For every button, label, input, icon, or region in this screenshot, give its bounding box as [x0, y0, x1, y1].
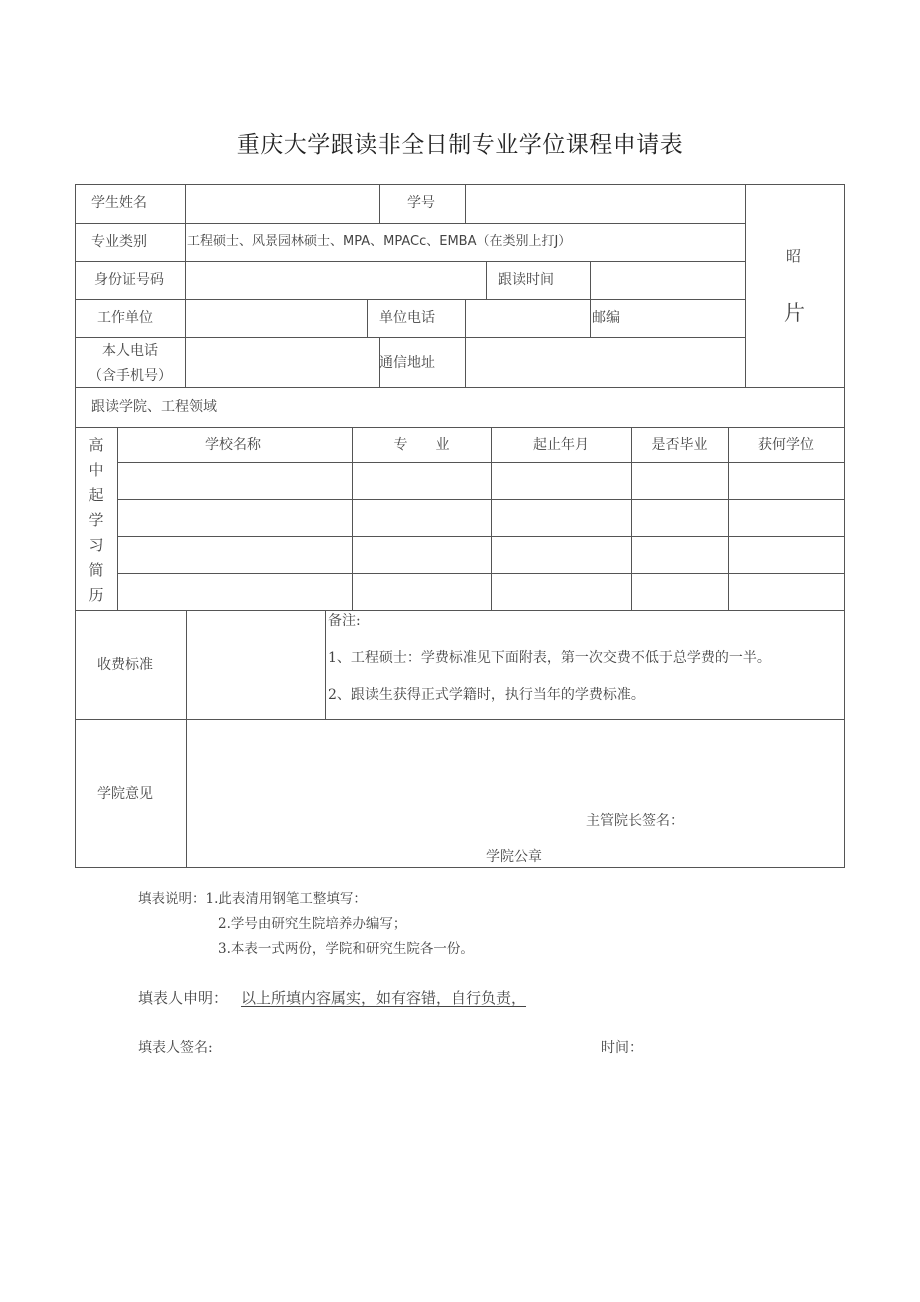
- student-name-label: 学生姓名: [91, 195, 147, 211]
- row-divider: [75, 427, 845, 428]
- col-divider: [728, 427, 729, 610]
- fee-label: 收费标准: [97, 657, 153, 673]
- col-divider: [185, 184, 186, 223]
- row-divider: [117, 573, 845, 574]
- history-side-char: 习: [88, 536, 104, 554]
- college-opinion-label: 学院意见: [97, 786, 153, 802]
- college-seal-label: 学院公章: [486, 849, 542, 865]
- row-divider: [75, 299, 745, 300]
- row-divider: [117, 536, 845, 537]
- history-side-char: 起: [88, 486, 104, 504]
- col-divider: [185, 337, 186, 387]
- col-divider: [117, 427, 118, 610]
- signature-label: 填表人签名:: [138, 1040, 213, 1056]
- col-divider: [590, 299, 591, 337]
- col-divider: [367, 299, 368, 337]
- postcode-label: 邮编: [592, 310, 620, 326]
- col-divider: [465, 299, 466, 337]
- time-label: 时间：: [601, 1040, 643, 1056]
- col-divider: [491, 427, 492, 610]
- row-divider: [75, 337, 745, 338]
- declaration-text: 以上所填内容属实，如有容错，自行负责，: [241, 989, 527, 1007]
- history-side-char: 中: [88, 461, 104, 479]
- col-divider: [185, 261, 186, 299]
- col-divider: [465, 184, 466, 223]
- history-header-period: 起止年月: [533, 437, 589, 453]
- history-header-graduated: 是否毕业: [651, 437, 708, 453]
- table-border-right: [844, 184, 845, 868]
- row-divider: [75, 387, 845, 388]
- form-title: 重庆大学跟读非全日制专业学位课程申请表: [236, 132, 684, 158]
- col-divider: [325, 610, 326, 719]
- col-divider: [465, 337, 466, 387]
- table-border-bottom: [75, 867, 845, 868]
- col-divider: [631, 427, 632, 610]
- instruction-line-1: 填表说明：1.此表清用钢笔工整填写：: [138, 891, 367, 907]
- declaration-label: 填表人申明：: [138, 989, 229, 1007]
- employer-phone-label: 单位电话: [379, 310, 435, 326]
- row-divider: [75, 610, 845, 611]
- row-divider: [117, 499, 845, 500]
- col-divider: [186, 610, 187, 868]
- col-divider: [185, 223, 186, 261]
- history-header-degree: 获何学位: [758, 437, 814, 453]
- college-field-label: 跟读学院、工程领域: [91, 399, 217, 415]
- col-divider: [745, 184, 746, 387]
- row-divider: [75, 719, 845, 720]
- study-time-label: 跟读时间: [498, 272, 554, 288]
- history-side-char: 学: [88, 511, 104, 529]
- notes-title: 备注:: [328, 613, 361, 629]
- row-divider: [75, 223, 745, 224]
- personal-phone-label: 本人电话: [102, 343, 158, 359]
- dean-signature-label: 主管院长签名：: [586, 813, 684, 829]
- application-form-table: [75, 184, 845, 868]
- col-divider: [185, 299, 186, 337]
- history-header-school: 学校名称: [205, 437, 261, 453]
- category-label: 专业类别: [91, 234, 147, 250]
- personal-phone-note: （含手机号）: [88, 368, 172, 384]
- photo-label-top: 昭: [786, 247, 802, 265]
- category-options: 工程硕士、风景园林硕士、MPA、MPACc、EMBA（在类别上打J）: [187, 234, 572, 249]
- row-divider: [117, 462, 845, 463]
- instruction-line-3: 3.本表一式两份，学院和研究生院各一份。: [218, 941, 474, 957]
- note-1: 1、工程硕士：学费标准见下面附表，第一次交费不低于总学费的一半。: [328, 650, 771, 666]
- col-divider: [379, 184, 380, 223]
- photo-label-bottom: 片: [784, 301, 805, 325]
- instruction-line-2: 2.学号由研究生院培养办编写；: [218, 916, 407, 932]
- id-number-label: 身份证号码: [94, 272, 164, 288]
- history-side-char: 历: [88, 586, 104, 604]
- employer-label: 工作单位: [97, 310, 153, 326]
- col-divider: [352, 427, 353, 610]
- table-border-top: [75, 184, 845, 185]
- address-label: 通信地址: [379, 355, 435, 371]
- col-divider: [590, 261, 591, 299]
- history-header-major: 专 业: [393, 437, 450, 453]
- history-side-char: 高: [88, 436, 104, 454]
- history-side-char: 简: [88, 561, 104, 579]
- row-divider: [75, 261, 745, 262]
- note-2: 2、跟读生获得正式学籍时，执行当年的学费标准。: [328, 687, 645, 703]
- col-divider: [486, 261, 487, 299]
- student-id-label: 学号: [407, 195, 435, 211]
